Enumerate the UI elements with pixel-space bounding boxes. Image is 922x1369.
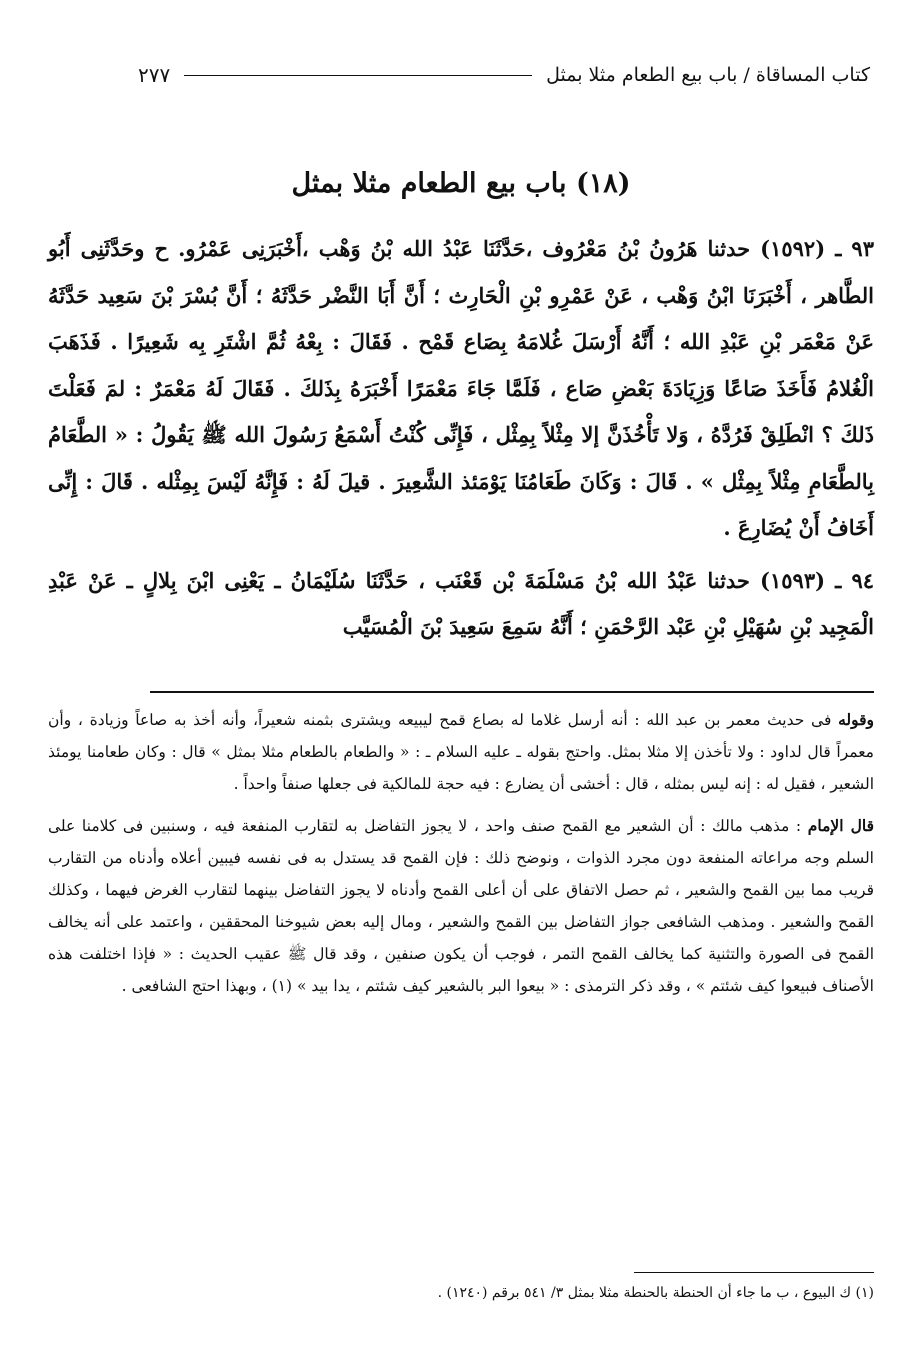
hadith-number: ٩٣ ـ (١٥٩٢) (760, 236, 874, 261)
commentary-body: فى حديث معمر بن عبد الله : أنه أرسل غلاما له بصاع قمح ليبيعه ويشترى بثمنه شعيراً، وأنه أخذ به صاعاً وزيادة ، وأن معمراً قال لداود : ولا تأخذن إلا مثلا بمثل. واحتج بقوله ـ عليه السلام ـ : « والطعام بالطعام مثلا بمثل » قال : وكان طعامنا يومئذ الشعير ، فقيل له : إنه ليس بمثله ، قال : أخشى أن يضارع : فيه حجة للمالكية فى جعلها صنفاً واحداً . (48, 711, 874, 793)
commentary-body: : مذهب مالك : أن الشعير مع القمح صنف واحد ، لا يجوز التفاضل به لتقارب المنفعة فيه ، وسنبين فى كلامنا على السلم وجه مراعاته المنفعة دون مجرد الذوات ، ونوضح ذلك : فإن القمح قد يستدل به فى نفسه فيبين أعلاه وأدناه من التقارب قريب مما بين القمح والشعير ، ثم حصل الاتفاق على أن أعلى القمح وأدناه لا يجوز التفاضل بينهما لتقارب الغرض فيهما ، وكذلك القمح والشعير . ومذهب الشافعى جواز التفاضل بين القمح والشعير ، ومال إليه بعض شيوخنا المحققين ، واعتمد على أنه يخالف القمح فى الصورة والتثنية كما يخالف القمح التمر ، فوجب أن يكون صنفين ، وقد قال ﷺ عقيب الحديث : « فإذا اختلفت هذه الأصناف فبيعوا كيف شئتم » ، وقد ذكر الترمذى : « بيعوا البر بالشعير كيف شئتم ، يدا بيد » (١) ، وبهذا احتج الشافعى . (48, 817, 874, 995)
hadith-body: حدثنا هَرُونُ بْنُ مَعْرُوف ،حَدَّثَنَا عَبْدُ الله بْنُ وَهْب ،أَخْبَرَنِى عَمْرُو. ح وحَدَّثَنِى أَبُو الطَّاهر ، أَخْبَرَنَا ابْنُ وَهْب ، عَنْ عَمْرِو بْنِ الْحَارِث ؛ أَنَّ أَبَا النَّضْر حَدَّثَهُ ؛ أَنَّ بُسْرَ بْنَ سَعِيد حَدَّثَهُ عَنْ مَعْمَر بْنِ عَبْدِ الله ؛ أَنَّهُ أَرْسَلَ غُلامَهُ بِصَاع قَمْح . فَقَالَ : بِعْهُ ثُمَّ اشْتَرِ بِه شَعِيرًا . فَذَهَبَ الْغُلامُ فَأَخَذَ صَاعًا وَزِيَادَةَ بَعْضِ صَاع ، فَلَمَّا جَاءَ مَعْمَرًا أَخْبَرَهُ بِذَلكَ . فَقَالَ لَهُ مَعْمَرٌ : لمَ فَعَلْتَ ذَلكَ ؟ انْطَلِقْ فَرُدَّهُ ، وَلا تَأْخُذَنَّ إلا مِثْلاً بِمِثْل ، فَإِنِّى كُنْتُ أَسْمَعُ رَسُولَ الله ﷺ يَقُولُ : « الطَّعَامُ بِالطَّعَامِ مِثْلاً بِمِثْل » . قَالَ : وَكَانَ طَعَامُنَا يَوْمَئذ الشَّعِيرَ . قيلَ لَهُ : فَإِنَّهُ لَيْسَ بِمِثْله . قَالَ : إِنِّى أَخَافُ أَنْ يُضَارِعَ . (48, 236, 875, 540)
running-title: كتاب المساقاة / باب بيع الطعام مثلا بمثل (546, 64, 870, 86)
chapter-heading: (١٨) باب بيع الطعام مثلا بمثل (291, 168, 631, 199)
footnote-divider (634, 1272, 874, 1273)
hadith-paragraph (48, 558, 874, 651)
commentary-lead: وقوله (838, 710, 874, 729)
commentary-lead: قال الإمام (807, 816, 874, 835)
main-text-divider (150, 691, 874, 693)
hadith-paragraph (48, 226, 874, 552)
hadith-text-block (48, 226, 874, 651)
footnote: (١) ك البيوع ، ب ما جاء أن الحنطة بالحنطة مثلا بمثل ٣/ ٥٤١ برقم (١٢٤٠) . (437, 1285, 874, 1301)
hadith-body: حدثنا عَبْدُ الله بْنُ مَسْلَمَةَ بْن قَعْنَب ، حَدَّثَنَا سُلَيْمَانُ ـ يَعْنِى ابْنَ بِلالٍ ـ عَنْ عَبْدِ الْمَجِيد بْنِ سُهَيْلِ بْنِ عَبْد الرَّحْمَنِ ؛ أَنَّهُ سَمِعَ سَعِيدَ بْنَ الْمُسَيَّب (48, 567, 874, 639)
commentary-paragraph (48, 704, 874, 800)
commentary-block (48, 704, 874, 1002)
commentary-paragraph (48, 810, 874, 1002)
hadith-number: ٩٤ ـ (١٥٩٣) (760, 567, 874, 593)
page-number: ٢٧٧ (138, 63, 171, 87)
header-rule (184, 75, 532, 76)
running-header (138, 58, 870, 92)
